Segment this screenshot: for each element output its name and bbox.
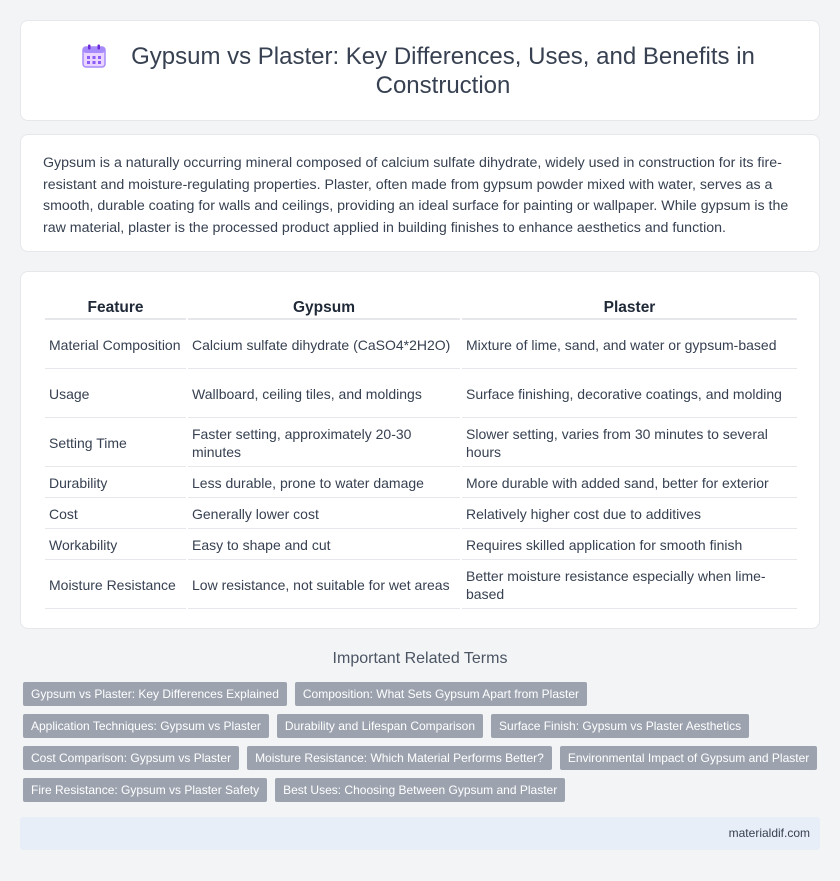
table-cell: Calcium sulfate dihydrate (CaSO4*2H2O) (188, 322, 460, 369)
table-row (45, 371, 797, 418)
table-cell: Durability (45, 469, 186, 498)
table-row (45, 531, 797, 560)
comparison-table (43, 296, 799, 611)
table-cell: Surface finishing, decorative coatings, and molding (462, 371, 797, 418)
calendar-icon (81, 43, 107, 69)
table-cell: Setting Time (45, 420, 186, 467)
table-cell: Easy to shape and cut (188, 531, 460, 560)
intro-paragraph: Gypsum is a naturally occurring mineral composed of calcium sulfate dihydrate, widely used in construction for its fire-resistant and moisture-regulating properties. Plaster, often made from gypsum powder mixed with water, serves as a smooth, durable coating for walls and ceilings, providing an ideal surface for painting or wallpaper. While gypsum is the raw material, plaster is the processed product applied in building finishes to enhance aesthetics and function. (43, 155, 789, 236)
table-header-gypsum: Gypsum (188, 298, 460, 320)
table-cell: Slower setting, varies from 30 minutes to several hours (462, 420, 797, 467)
related-term-tag[interactable]: Environmental Impact of Gypsum and Plaster (560, 746, 817, 770)
intro-card (20, 134, 820, 252)
table-cell: Cost (45, 500, 186, 529)
page-title: Gypsum vs Plaster: Key Differences, Uses, and Benefits in Construction (131, 42, 755, 99)
footer (20, 817, 820, 850)
related-term-tag[interactable]: Composition: What Sets Gypsum Apart from Plaster (295, 682, 587, 706)
table-cell: More durable with added sand, better for exterior (462, 469, 797, 498)
related-terms-title: Important Related Terms (332, 650, 508, 667)
table-cell: Material Composition (45, 322, 186, 369)
related-term-tag[interactable]: Best Uses: Choosing Between Gypsum and Plaster (275, 778, 565, 802)
table-row (45, 500, 797, 529)
table-cell: Better moisture resistance especially when lime-based (462, 562, 797, 609)
related-term-tag[interactable]: Application Techniques: Gypsum vs Plaster (23, 714, 269, 738)
table-cell: Generally lower cost (188, 500, 460, 529)
comparison-table-card (20, 271, 820, 629)
table-cell: Moisture Resistance (45, 562, 186, 609)
table-cell: Faster setting, approximately 20-30 minutes (188, 420, 460, 467)
table-cell: Mixture of lime, sand, and water or gypsum-based (462, 322, 797, 369)
related-term-tag[interactable]: Surface Finish: Gypsum vs Plaster Aesthetics (491, 714, 749, 738)
table-header-plaster: Plaster (462, 298, 797, 320)
table-cell: Low resistance, not suitable for wet areas (188, 562, 460, 609)
related-term-tag[interactable]: Fire Resistance: Gypsum vs Plaster Safety (23, 778, 267, 802)
table-cell: Usage (45, 371, 186, 418)
related-term-tag[interactable]: Durability and Lifespan Comparison (277, 714, 483, 738)
related-term-tag[interactable]: Gypsum vs Plaster: Key Differences Explained (23, 682, 287, 706)
table-row (45, 469, 797, 498)
footer-site-link[interactable]: materialdif.com (728, 826, 810, 840)
table-cell: Less durable, prone to water damage (188, 469, 460, 498)
table-row (45, 420, 797, 467)
related-term-tag[interactable]: Cost Comparison: Gypsum vs Plaster (23, 746, 239, 770)
related-terms-list (23, 682, 823, 810)
related-term-tag[interactable]: Moisture Resistance: Which Material Performs Better? (247, 746, 552, 770)
table-cell: Workability (45, 531, 186, 560)
table-row (45, 322, 797, 369)
table-cell: Wallboard, ceiling tiles, and moldings (188, 371, 460, 418)
table-cell: Relatively higher cost due to additives (462, 500, 797, 529)
table-header-feature: Feature (45, 298, 186, 320)
header-card (20, 20, 820, 121)
table-cell: Requires skilled application for smooth finish (462, 531, 797, 560)
table-row (45, 562, 797, 609)
